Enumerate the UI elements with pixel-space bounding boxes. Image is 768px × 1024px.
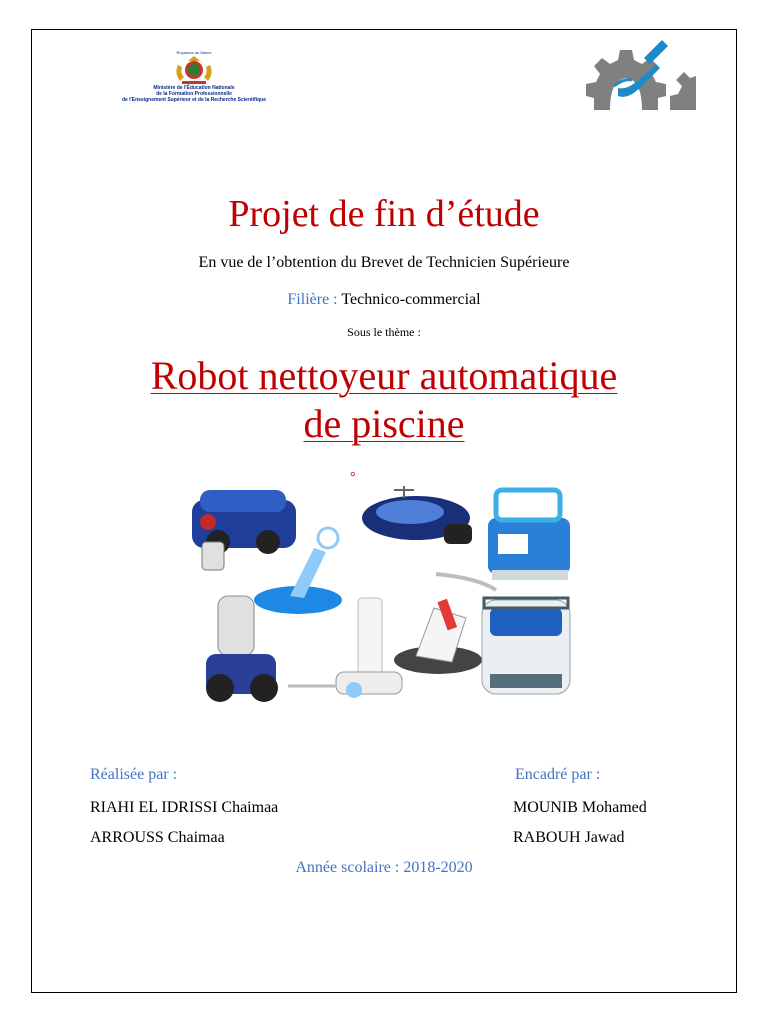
filiere-value: Technico-commercial [341,291,481,308]
pool-robots-image [178,478,590,710]
ministry-line-1: Ministère de l'Éducation Nationale [153,85,235,91]
robot-3 [488,490,570,580]
realisee-label: Réalisée par : [90,766,178,783]
supervisor-name-2: RABOUH Jawad [513,829,625,846]
robot-2 [362,486,472,544]
school-year: Année scolaire : 2018-2020 [295,859,473,876]
topic-line-2: de piscine [303,401,465,446]
ministry-line-3: de l'Enseignement Supérieur et de la Recherche Scientifique [121,97,266,103]
project-topic [0,352,768,448]
filiere-line [0,291,768,309]
robot-1 [192,490,296,570]
page-title: Projet de fin d’étude [228,193,540,235]
kingdom-label: Royaume du Maroc [176,50,212,55]
ministry-header [110,50,278,103]
royal-crest-icon [172,55,216,87]
student-name-1: RIAHI EL IDRISSI Chaimaa [90,799,279,816]
encadre-label: Encadré par : [515,766,601,783]
filiere-label: Filière : [287,291,338,308]
red-mark: ° [350,470,356,485]
gear-logo-icon [584,38,698,110]
robot-6 [206,596,278,702]
ministry-line-2: de la Formation Professionnelle [156,91,232,97]
theme-label: Sous le thème : [347,325,421,339]
topic-line-1: Robot nettoyeur automatique [150,353,618,398]
supervisor-name-1: MOUNIB Mohamed [513,799,647,816]
robot-5 [394,574,496,674]
student-name-2: ARROUSS Chaimaa [90,829,225,846]
subtitle: En vue de l’obtention du Brevet de Technicien Supérieure [198,254,570,271]
robot-8 [482,598,570,694]
